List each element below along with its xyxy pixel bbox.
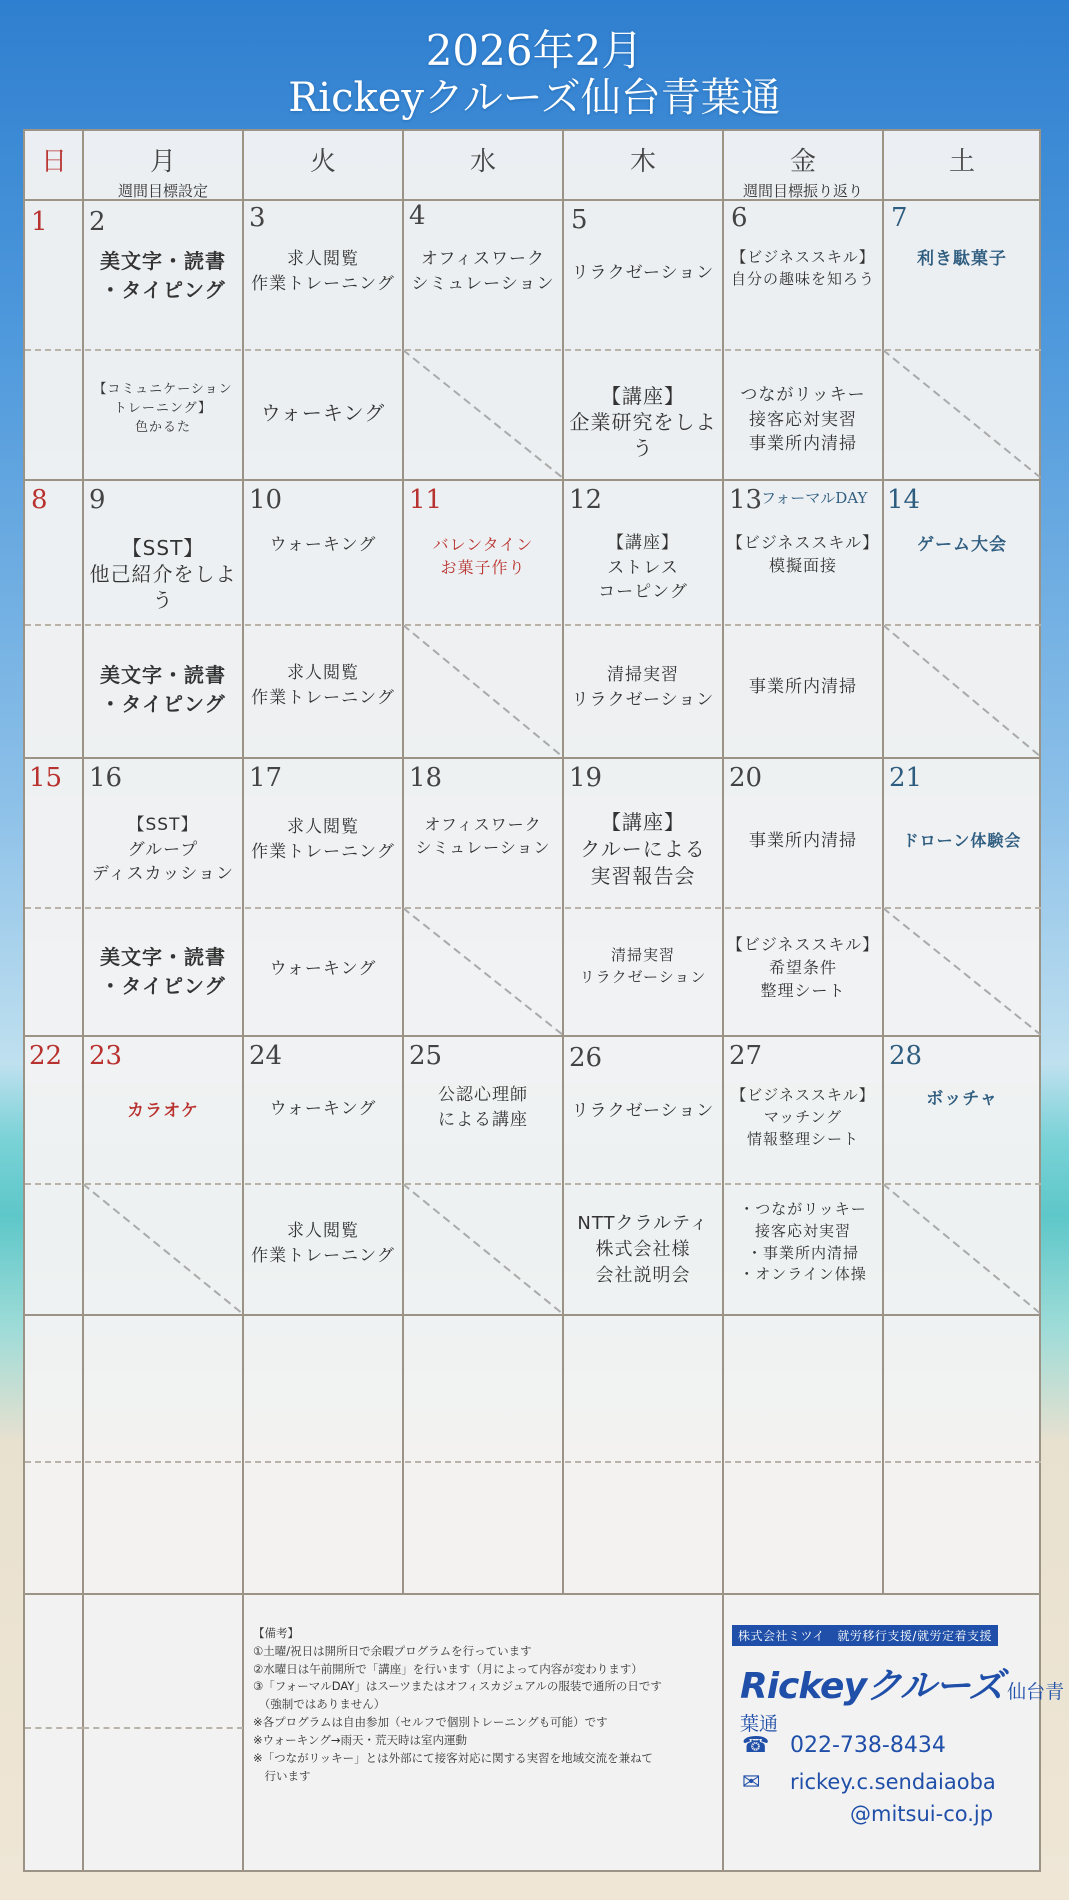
activity: リラクゼーション	[571, 263, 715, 283]
activity: 求人閲覧 作業トレーニング	[251, 249, 395, 294]
no-program-diagonal	[403, 908, 563, 1035]
activity: 【ビジネススキル】 マッチング 情報整理シート	[731, 1086, 875, 1148]
activity: 美文字・読書 ・タイピング	[100, 663, 226, 716]
weekday-sun: 日	[40, 147, 67, 177]
no-program-diagonal	[883, 908, 1041, 1035]
no-program-diagonal	[403, 350, 563, 478]
activity: 【ビジネススキル】 模擬面接	[726, 533, 880, 576]
phone-number[interactable]: 022-738-8434	[790, 1733, 946, 1758]
activity: ゲーム大会	[917, 535, 1007, 555]
calendar-grid	[23, 129, 1041, 1872]
day-number: 3	[249, 203, 266, 233]
no-program-diagonal	[403, 1184, 563, 1314]
day-number: 21	[889, 763, 923, 793]
day-number: 11	[409, 485, 443, 515]
day-number: 16	[89, 763, 123, 793]
day-number: 9	[89, 485, 106, 515]
no-program-diagonal	[883, 350, 1041, 478]
activity: オフィスワーク シミュレーション	[415, 815, 551, 858]
day-number: 26	[569, 1043, 603, 1073]
day-number: 10	[249, 485, 283, 515]
weekday-wed: 水	[469, 147, 496, 177]
activity: ウォーキング	[260, 401, 386, 425]
activity: 【SST】 他己紹介をしよう	[89, 536, 237, 612]
activity: ウォーキング	[269, 959, 377, 979]
day-number: 1	[31, 207, 48, 237]
company-badge: 株式会社ミツイ 就労移行支援/就労定着支援	[732, 1625, 998, 1646]
day-number: 24	[249, 1041, 283, 1071]
email-line2[interactable]: @mitsui-co.jp	[850, 1802, 994, 1826]
activity: ・つながリッキー 接客応対実習 ・事業所内清掃 ・オンライン体操	[739, 1200, 867, 1284]
activity: 求人閲覧 作業トレーニング	[251, 817, 395, 862]
org-title: Rickeyクルーズ仙台青葉通	[288, 75, 781, 121]
weekday-sat: 土	[948, 147, 975, 177]
phone-icon: ☎	[742, 1733, 770, 1758]
day-number: 17	[249, 763, 283, 793]
activity: 【ビジネススキル】 自分の趣味を知ろう	[730, 248, 875, 288]
activity: 清掃実習 リラクゼーション	[571, 665, 715, 710]
weekday-mon: 月 週間目標設定	[117, 147, 208, 200]
logo-main: Rickeyクルーズ	[740, 1666, 1004, 1707]
formal-day-label: フォーマルDAY	[761, 489, 868, 507]
activity: NTTクラルティ 株式会社様 会社説明会	[577, 1213, 709, 1287]
weekday-fri: 金 週間目標振り返り	[742, 147, 863, 200]
day-number: 12	[569, 485, 603, 515]
activity: カラオケ	[127, 1101, 199, 1121]
no-program-diagonal	[883, 1184, 1041, 1314]
logo-sub: 仙台青葉通	[740, 1681, 1065, 1735]
day-number: 7	[891, 203, 908, 233]
no-program-diagonal	[83, 1184, 243, 1314]
day-number: 4	[409, 201, 426, 231]
activity: 美文字・読書 ・タイピング	[100, 945, 226, 998]
day-number: 20	[729, 763, 763, 793]
activity: 【ビジネススキル】 希望条件 整理シート	[726, 935, 880, 1001]
activity: ウォーキング	[269, 1099, 377, 1119]
activity: ドローン体験会	[902, 831, 1022, 850]
company-logo	[740, 1658, 1069, 1736]
activity: ボッチャ	[926, 1089, 998, 1109]
day-number: 28	[889, 1041, 923, 1071]
activity: 【講座】 企業研究をしよう	[569, 384, 717, 460]
activity: 公認心理師 による講座	[438, 1085, 528, 1130]
activity: リラクゼーション	[571, 1101, 715, 1121]
activity: 求人閲覧 作業トレーニング	[251, 663, 395, 708]
email-line1[interactable]: rickey.c.sendaiaoba	[790, 1770, 996, 1794]
month-title: 2026年2月	[425, 26, 644, 75]
no-program-diagonal	[883, 625, 1041, 757]
activity: 美文字・読書 ・タイピング	[100, 249, 226, 302]
day-number: 2	[89, 207, 106, 237]
day-number: 22	[29, 1041, 63, 1071]
no-program-diagonal	[403, 625, 563, 757]
day-number: 6	[731, 203, 748, 233]
weekday-tue: 火	[309, 147, 336, 177]
activity: 求人閲覧 作業トレーニング	[251, 1221, 395, 1266]
day-number: 18	[409, 763, 443, 793]
activity: オフィスワーク シミュレーション	[411, 249, 555, 294]
day-number: 27	[729, 1041, 763, 1071]
day-number: 5	[571, 205, 588, 235]
day-number: 19	[569, 763, 603, 793]
activity: ウォーキング	[269, 535, 377, 555]
activity: 【講座】 クルーによる 実習報告会	[580, 810, 706, 888]
day-number: 13	[729, 485, 763, 515]
activity: 事業所内清掃	[749, 831, 857, 851]
activity: バレンタイン お菓子作り	[432, 535, 534, 578]
activity: 利き駄菓子	[917, 249, 1007, 269]
day-number: 8	[31, 485, 48, 515]
day-number: 15	[29, 763, 63, 793]
day-number: 14	[887, 485, 921, 515]
activity: 【コミュニケーション トレーニング】 色かるた	[93, 382, 233, 435]
activity: 事業所内清掃	[749, 677, 857, 697]
notes: 【備考】 ①土曜/祝日は開所日で余暇プログラムを行っています ②水曜日は午前開所で「講座」を行います（月によって内容が変わります） ③「フォーマルDAY」はスーツまたはオフィスカジュアルの服装で通所の日です （強制ではありません） ※各プログラムは自由参加（セルフで個別トレーニングも可能）です ※ウォーキング→雨天・荒天時は室内運動 ※「つながリッキー」とは外部にて接客対応に関する実習を地域交流を兼ねて 行います	[253, 1626, 662, 1783]
activity: つながリッキー 接客応対実習 事業所内清掃	[740, 385, 866, 455]
activity: 【講座】 ストレス コーピング	[598, 533, 688, 603]
day-number: 25	[409, 1041, 443, 1071]
mail-icon: ✉	[742, 1770, 761, 1795]
activity: 清掃実習 リラクゼーション	[579, 946, 707, 986]
day-number: 23	[89, 1041, 123, 1071]
weekday-thu: 木	[629, 147, 656, 177]
activity: 【SST】 グループ ディスカッション	[91, 815, 235, 885]
